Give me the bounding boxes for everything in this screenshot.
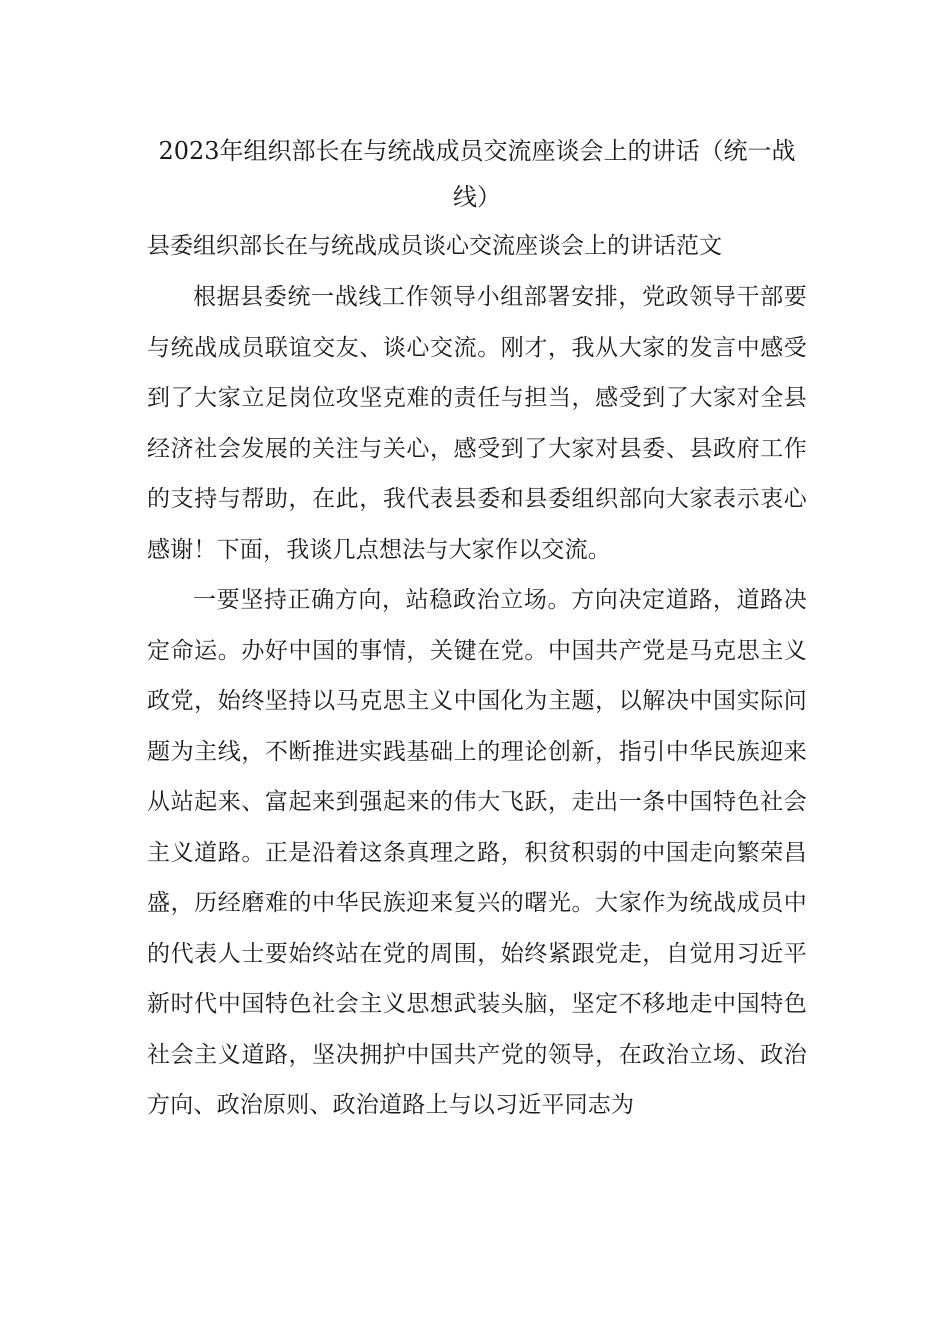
paragraph-point-one: 一要坚持正确方向，站稳政治立场。方向决定道路，道路决定命运。办好中国的事情，关键在党。中国共产党是马克思主义政党，始终坚持以马克思主义中国化为主题，以解决中国实际问题为主线，不断推进实践基础上的理论创新，指引中华民族迎来从站起来、富起来到强起来的伟大飞跃，走出一条中国特色社会主义道路。正是沿着这条真理之路，积贫积弱的中国走向繁荣昌盛，历经磨难的中华民族迎来复兴的曙光。大家作为统战成员中的代表人士要始终站在党的周围，始终紧跟党走，自觉用习近平新时代中国特色社会主义思想武装头脑，坚定不移地走中国特色社会主义道路，坚决拥护中国共产党的领导，在政治立场、政治方向、政治原则、政治道路上与以习近平同志为: [147, 587, 807, 1118]
document-body: [147, 128, 807, 1131]
document-title: 2023年组织部长在与统战成员交流座谈会上的讲话（统一战线）: [158, 137, 796, 211]
document-subtitle: 县委组织部长在与统战成员谈心交流座谈会上的讲话范文: [147, 233, 722, 259]
paragraph-intro: 根据县委统一战线工作领导小组部署安排，党政领导干部要与统战成员联谊交友、谈心交流。刚才，我从大家的发言中感受到了大家立足岗位攻坚克难的责任与担当，感受到了大家对全县经济社会发展的关注与关心，感受到了大家对县委、县政府工作的支持与帮助，在此，我代表县委和县委组织部向大家表示衷心感谢！下面，我谈几点想法与大家作以交流。: [147, 284, 807, 563]
